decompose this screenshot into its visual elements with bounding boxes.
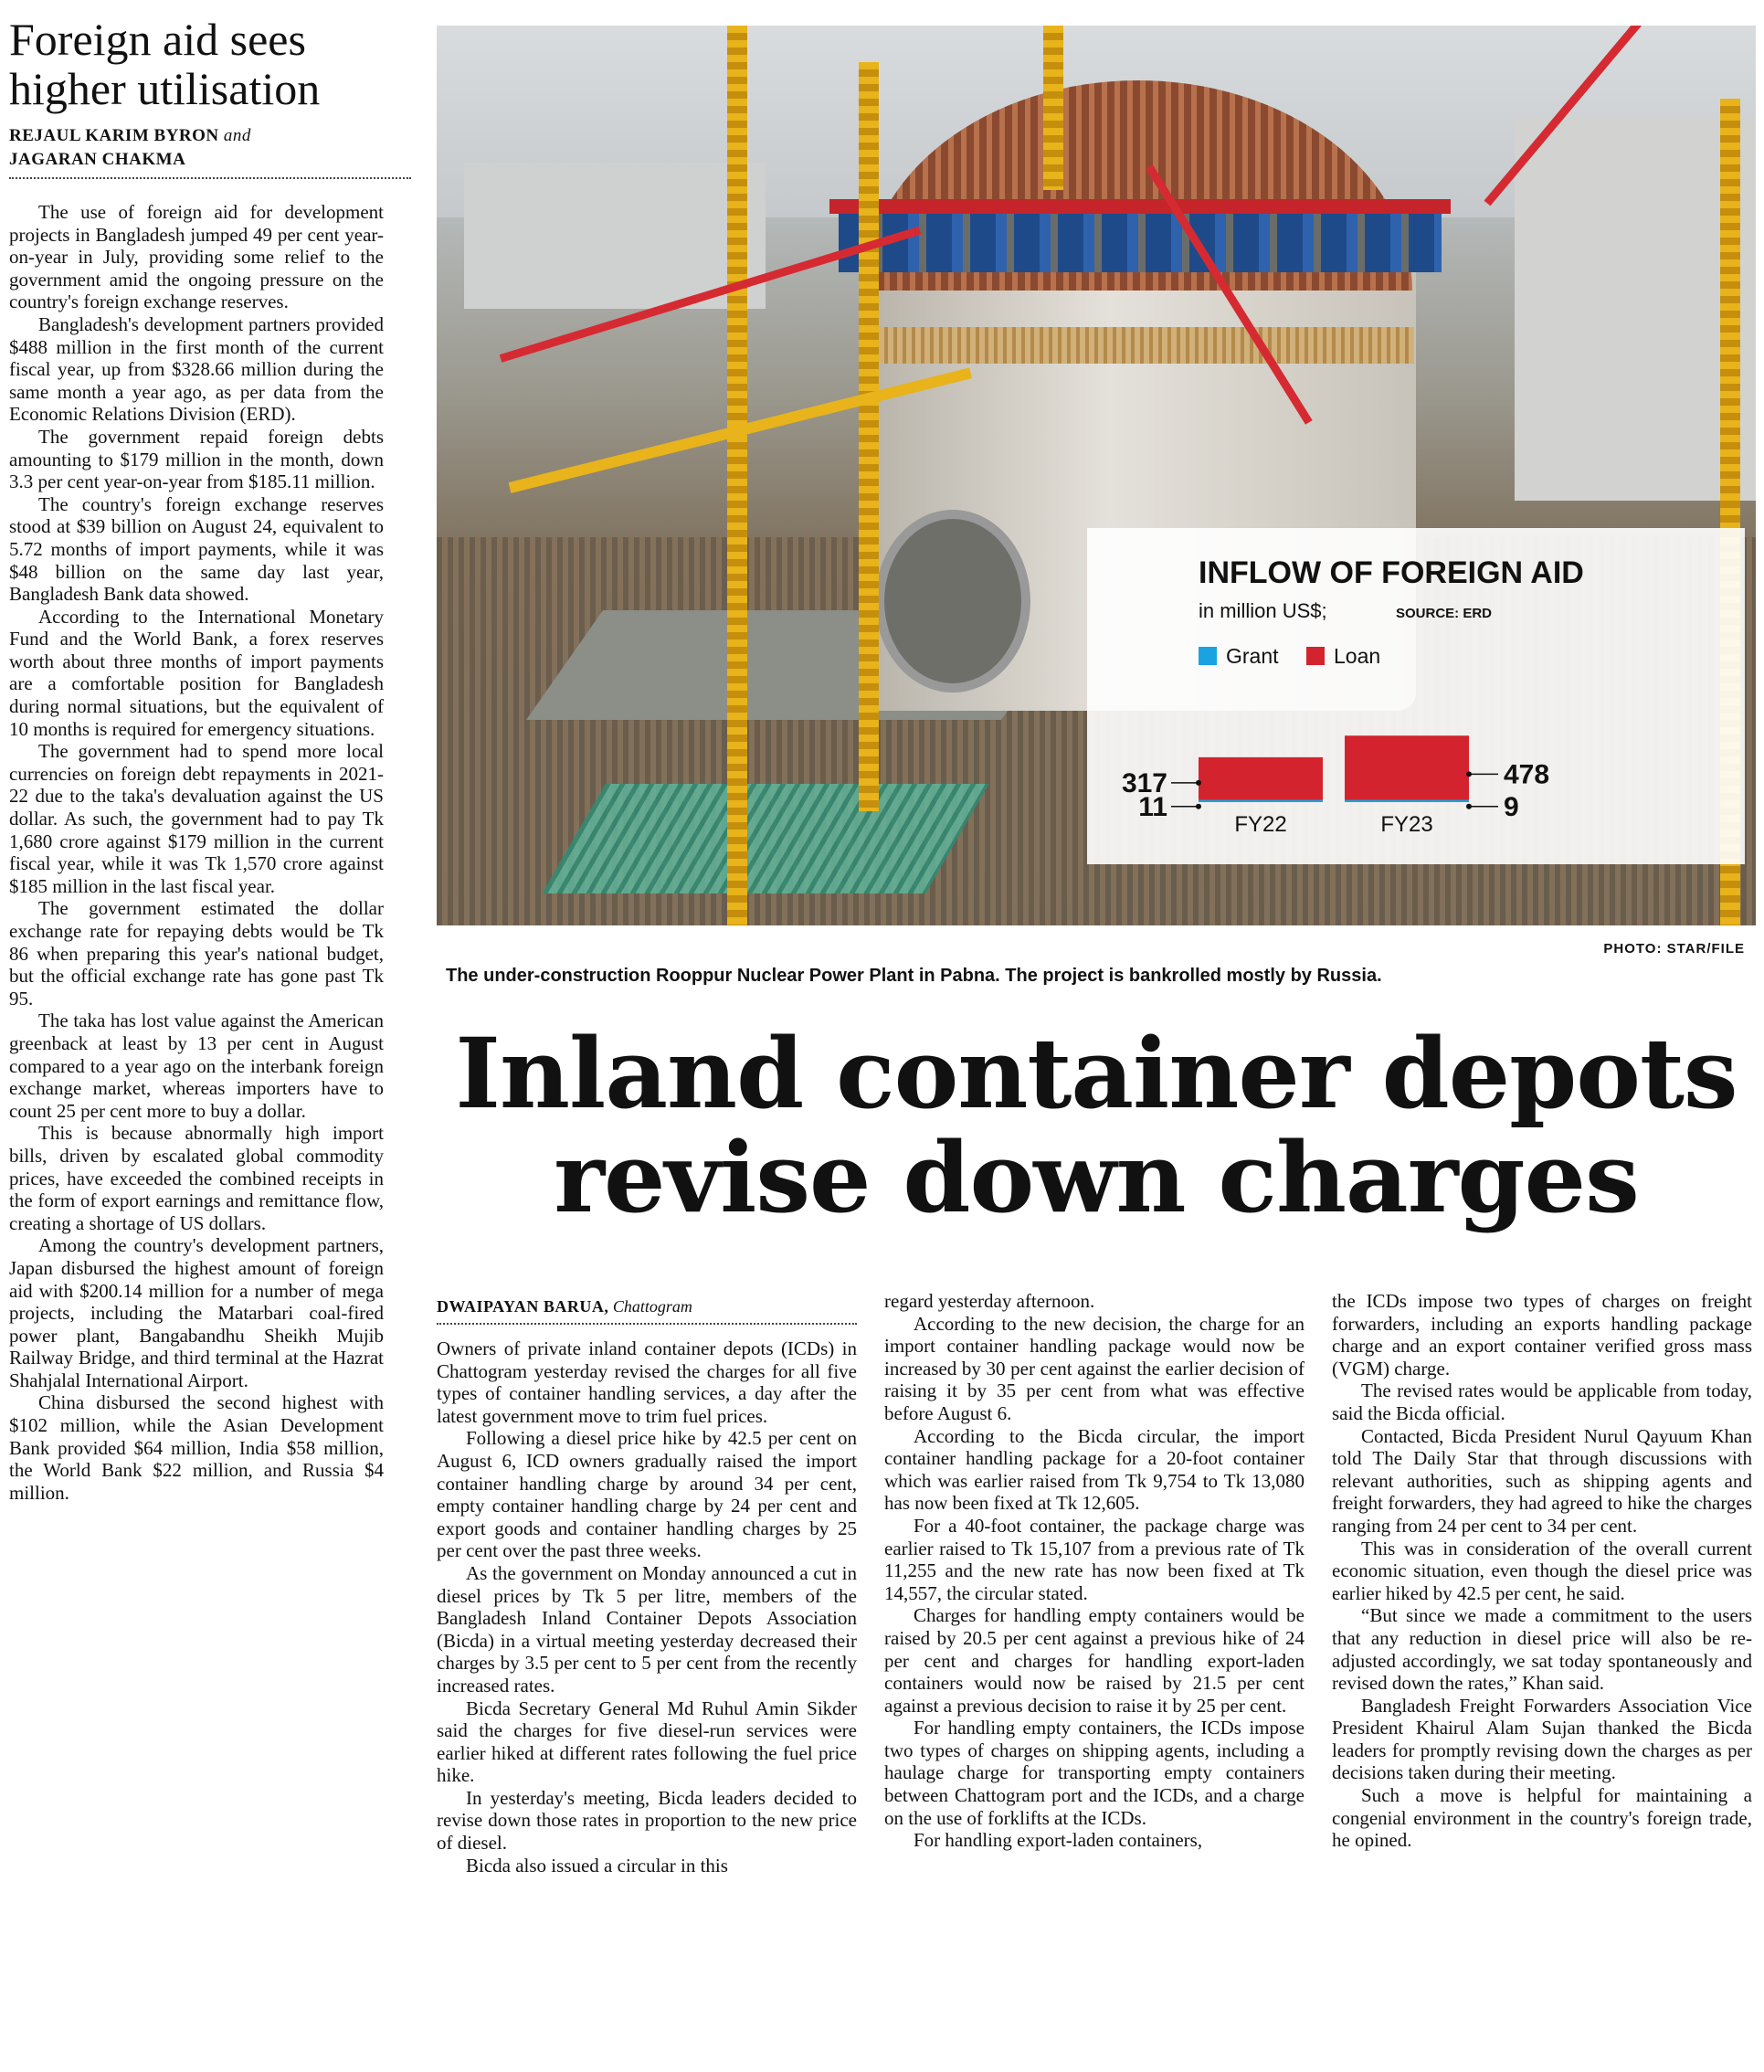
left-story-headline: Foreign aid sees higher utilisation — [9, 14, 321, 114]
main-paragraph: “But since we made a commitment to the users that any reduction in diesel price will also be re-adjusted accordingly, we sat today spontaneously and revised down the rates,” Khan said. — [1332, 1604, 1752, 1695]
left-paragraph: According to the International Monetary Fund and the World Bank, a forex reserves worth about three months of import payments are a comfortable position for Bangladesh during normal situations, but the equivalent of 10 months is required for emergency situations. — [9, 605, 384, 740]
photo-rebar-band — [866, 327, 1414, 364]
left-paragraph: The government estimated the dollar exchange rate for repaying debts would be Tk 86 when preparing this year's national budget, but the official exchange rate has gone past Tk 95. — [9, 897, 384, 1010]
main-paragraph: According to the new decision, the charge for an import container handling package would now be increased by 30 per cent against the earlier decision of raising it by 35 per cent from what was effective before August 6. — [884, 1312, 1305, 1424]
legend-swatch-grant — [1199, 647, 1217, 665]
bar-grant-fy23 — [1345, 800, 1469, 803]
main-paragraph: Owners of private inland container depots (ICDs) in Chattogram yesterday revised the charges for all five types of container handling services, a day after the latest government move to trim fuel prices. — [437, 1337, 857, 1427]
photo-caption: The under-construction Rooppur Nuclear Power Plant in Pabna. The project is bankrolled mostly by Russia. — [446, 966, 1382, 986]
photo-hatch — [875, 510, 1030, 692]
chart-title: INFLOW OF FOREIGN AID — [1199, 555, 1584, 590]
foreign-aid-chart — [1087, 528, 1745, 864]
legend-label-grant: Grant — [1226, 644, 1279, 668]
value-label-loan-fy23: 478 — [1504, 759, 1550, 790]
main-paragraph: Contacted, Bicda President Nurul Qayuum Khan told The Daily Star that through discussions with relevant authorities, such as shipping agents and freight forwarders, they had agreed to hike the charges ranging from 24 per cent to 34 per cent. — [1332, 1424, 1752, 1537]
main-paragraph: For a 40-foot container, the package charge was earlier raised to Tk 15,107 from a previous rate of Tk 11,255 and the new rate has now been fixed at Tk 14,557, the circular stated. — [884, 1514, 1305, 1604]
bar-loan-fy23 — [1345, 735, 1469, 799]
left-paragraph: The government had to spend more local currencies on foreign debt repayments in 2021-22 due to the taka's devaluation against the US dollar. As such, the government had to pay Tk 1,680 crore against $179 million in the current fiscal year, while it was Tk 1,570 crore against $185 million in the last fiscal year. — [9, 740, 384, 897]
main-paragraph: This was in consideration of the overall current economic situation, even though the diesel price was earlier hiked by 42.5 per cent, he said. — [1332, 1537, 1752, 1604]
main-paragraph: Bangladesh Freight Forwarders Association Vice President Khairul Alam Sujan thanked the Bicda leaders for promptly revising down the charges as per decisions taken during their meeting. — [1332, 1694, 1752, 1784]
main-story-column-1 — [437, 1337, 857, 2064]
main-paragraph: According to the Bicda circular, the import container handling package for a 20-foot container which was earlier raised from Tk 9,754 to Tk 13,080 has now been fixed at Tk 12,605. — [884, 1424, 1305, 1515]
left-paragraph: The taka has lost value against the American greenback at least by 13 per cent in August compared to a year ago on the interbank foreign exchange market, whereas importers have to count 25 per cent more to buy a dollar. — [9, 1010, 384, 1122]
left-paragraph: China disbursed the second highest with $102 million, while the Asian Development Bank provided $64 million, India $58 million, the World Bank $22 million, and Russia $4 million. — [9, 1391, 384, 1504]
photo-crane — [727, 26, 747, 925]
left-story-body — [9, 201, 384, 2065]
bar-loan-fy22 — [1199, 757, 1323, 800]
category-label-fy22: FY22 — [1234, 812, 1287, 837]
byline-author: DWAIPAYAN BARUA, — [437, 1297, 609, 1316]
main-story-column-2 — [884, 1290, 1305, 2064]
main-story-column-3 — [1332, 1290, 1752, 2064]
main-paragraph: Bicda Secretary General Md Ruhul Amin Sikder said the charges for five diesel-run services were earlier hiked at different rates following the fuel price hike. — [437, 1697, 857, 1787]
legend-swatch-loan — [1306, 647, 1325, 665]
chart-subtitle: in million US$; — [1199, 599, 1327, 622]
photo-railing — [542, 784, 988, 893]
byline-author-2: JAGARAN CHAKMA — [9, 150, 186, 169]
main-paragraph: As the government on Monday announced a cut in diesel prices by Tk 5 per litre, members of the Bangladesh Inland Container Depots Association (Bicda) in a virtual meeting yesterday decreased their charges by 3.5 per cent to 5 per cent from the recently increased rates. — [437, 1561, 857, 1697]
chart-svg — [1087, 528, 1745, 864]
chart-bar-labels — [1122, 759, 1549, 837]
photo-tarp-ring — [839, 208, 1442, 272]
byline-conjunction: and — [223, 126, 251, 145]
main-paragraph: regard yesterday afternoon. — [884, 1290, 1095, 1312]
left-paragraph: Bangladesh's development partners provided $488 million in the first month of the current fiscal year, up from $328.66 million during the same month a year ago, as per data from the Economic Relations Division (ERD). — [9, 312, 384, 426]
chart-bars — [1199, 735, 1469, 802]
legend-label-loan: Loan — [1334, 644, 1381, 668]
photo-crane — [859, 62, 879, 811]
photo-crane — [1043, 26, 1063, 190]
main-paragraph: Bicda also issued a circular in this — [466, 1854, 728, 1876]
leader-dot-loan-fy22 — [1196, 780, 1201, 786]
value-label-grant-fy22: 11 — [1138, 791, 1167, 822]
left-paragraph: The government repaid foreign debts amounting to $179 million in the month, down 3.3 per cent year-on-year from $185.11 million. — [9, 425, 384, 493]
value-label-loan-fy22: 317 — [1121, 767, 1167, 798]
leader-dot-grant-fy23 — [1466, 804, 1472, 809]
chart-source: SOURCE: ERD — [1396, 606, 1493, 621]
left-paragraph: This is because abnormally high import bills, driven by escalated global commodity prices, have exceeded the combined receipts in the form of export earnings and remittance flow, creating a shortage of US dollars. — [9, 1122, 384, 1234]
leader-dot-grant-fy22 — [1196, 804, 1201, 809]
left-paragraph: The country's foreign exchange reserves stood at $39 billion on August 24, equivalent to 5.72 months of import payments, while it was $48 billion on the same day last year, Bangladesh Bank data showed. — [9, 492, 384, 606]
left-paragraph: The use of foreign aid for development projects in Bangladesh jumped 49 per cent year-on-year in July, providing some relief to the government amid the ongoing pressure on the country's foreign exchange reserves. — [9, 201, 384, 313]
main-headline: Inland container depots revise down charges — [455, 1016, 1738, 1234]
main-paragraph: In yesterday's meeting, Bicda leaders decided to revise down those rates in proportion to the new price of diesel. — [437, 1786, 857, 1855]
byline-location: Chattogram — [612, 1297, 692, 1316]
bar-grant-fy22 — [1199, 800, 1323, 803]
left-story-byline — [9, 124, 411, 179]
main-paragraph: Such a move is helpful for maintaining a congenial environment in the country's foreign trade, he opined. — [1332, 1784, 1752, 1852]
left-paragraph: Among the country's development partners, Japan disbursed the highest amount of foreign aid with $200.14 million for a number of mega projects, including the Matarbari coal-fired power plant, Bangabandhu Sheikh Mujib Railway Bridge, and third terminal at the Hazrat Shahjalal International Airport. — [9, 1234, 384, 1391]
main-paragraph: Following a diesel price hike by 42.5 per cent on August 6, ICD owners gradually raised the import container handling charge by around 34 per cent, empty container handling charge by 24 per cent and export goods and container handling charges by 25 per cent over the past three weeks. — [437, 1427, 857, 1562]
category-label-fy23: FY23 — [1380, 812, 1433, 837]
main-paragraph: Charges for handling empty containers would be raised by 20.5 per cent against a previous hike of 24 per cent and charges for handling export-laden containers would now be raised by 21.5 per cent against a previous decision to raise it by 25 per cent. — [884, 1604, 1305, 1717]
photo-red-ring — [829, 199, 1451, 214]
main-story-byline — [437, 1295, 857, 1325]
main-paragraph: the ICDs impose two types of charges on freight forwarders, including an exports handling package charge and an export container verified gross mass (VGM) charge. — [1332, 1290, 1752, 1380]
leader-dot-loan-fy23 — [1466, 771, 1472, 777]
main-paragraph: The revised rates would be applicable from today, said the Bicda official. — [1332, 1380, 1752, 1424]
value-label-grant-fy23: 9 — [1504, 791, 1519, 822]
main-paragraph: For handling empty containers, the ICDs impose two types of charges on shipping agents, including a haulage charge for transporting empty containers between Chattogram port and the ICDs, and a charge on the use of forklifts at the ICDs. — [884, 1717, 1305, 1829]
photo-credit: PHOTO: STAR/FILE — [1603, 941, 1745, 957]
main-paragraph: For handling export-laden containers, — [914, 1829, 1203, 1852]
byline-author-1: REJAUL KARIM BYRON — [9, 126, 219, 145]
